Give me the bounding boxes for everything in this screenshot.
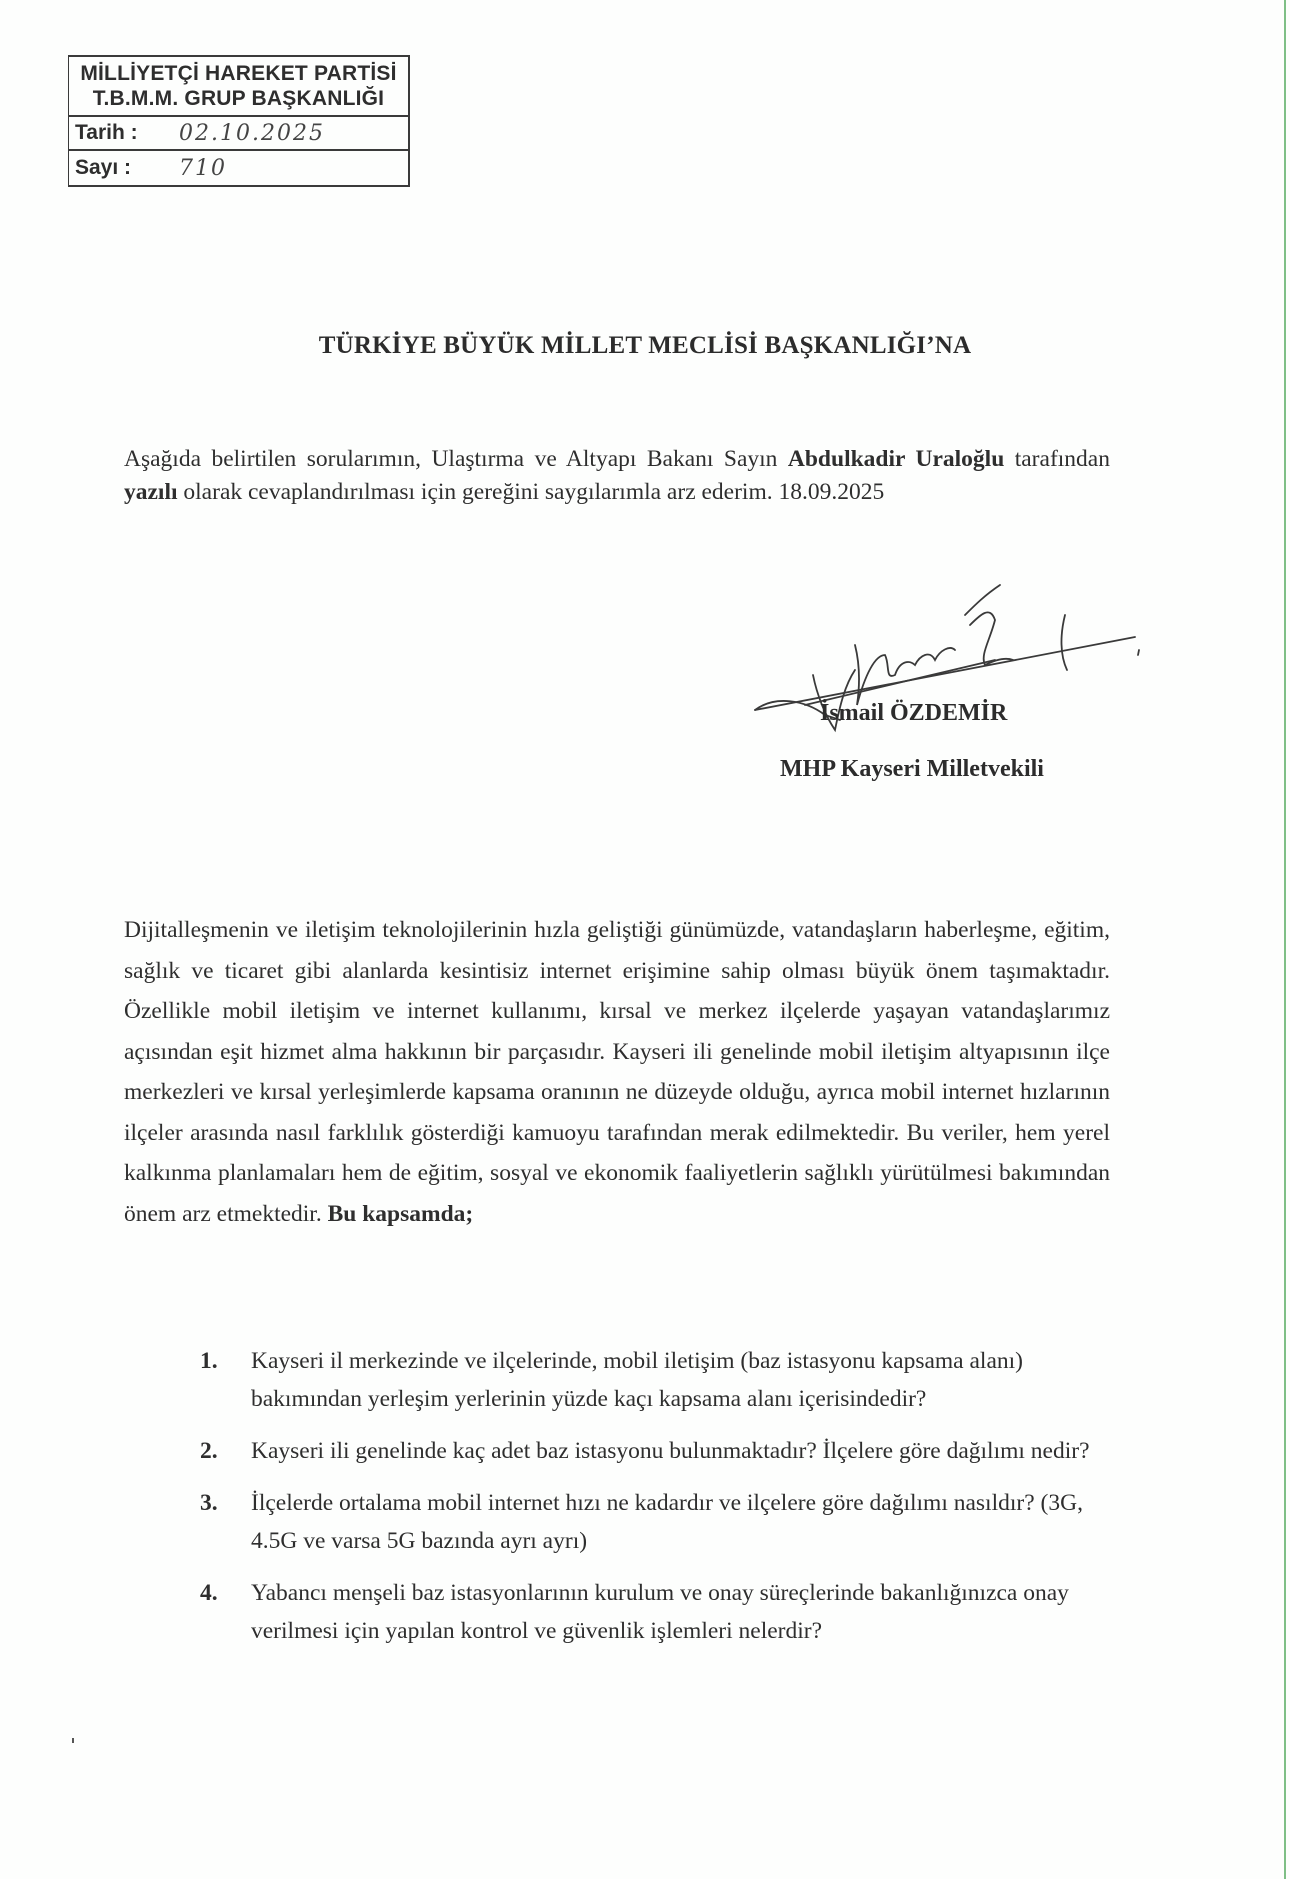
question-number: 3. (200, 1490, 218, 1516)
page-edge-line (1284, 0, 1286, 1879)
scan-speck (72, 1738, 74, 1743)
body-paragraph (124, 910, 1110, 1234)
question-item (200, 1574, 1130, 1650)
question-number: 4. (200, 1580, 218, 1606)
signer-name: İsmail ÖZDEMİR (820, 700, 1008, 726)
stamp-date-label: Tarih : (75, 121, 138, 144)
document-title: TÜRKİYE BÜYÜK MİLLET MECLİSİ BAŞKANLIĞI’NA (318, 332, 972, 359)
body-closing: Bu kapsamda; (327, 1200, 474, 1227)
intro-text-1: Aşağıda belirtilen sorularımın, Ulaştırma ve Altyapı Bakanı Sayın (124, 446, 788, 472)
stamp-date-row (69, 117, 408, 151)
stamp-date-value: 02.10.2025 (179, 120, 325, 146)
stamp-number-label: Sayı : (75, 156, 132, 179)
stamp-header (69, 57, 408, 117)
intro-text-2: tarafından (1004, 446, 1110, 472)
question-item (200, 1342, 1130, 1418)
stamp-party-name: MİLLİYETÇİ HAREKET PARTİSİ (80, 62, 397, 85)
question-text: Yabancı menşeli baz istasyonlarının kurulum ve onay süreçlerinde bakanlığınızca onay verilmesi için yapılan kontrol ve güvenlik işlemleri nelerdir? (251, 1580, 1069, 1644)
minister-name: Abdulkadir Uraloğlu (787, 446, 1005, 472)
intro-paragraph (124, 443, 1110, 509)
signer-title: MHP Kayseri Milletvekili (780, 756, 1044, 782)
question-text: Kayseri il merkezinde ve ilçelerinde, mobil iletişim (baz istasyonu kapsama alanı) bakımından yerleşim yerlerinin yüzde kaçı kapsama alanı içerisindedir? (251, 1348, 1023, 1412)
question-number: 2. (200, 1438, 218, 1464)
question-text: Kayseri ili genelinde kaç adet baz istasyonu bulunmaktadır? İlçelere göre dağılımı nedir? (251, 1438, 1090, 1464)
stamp-group-name: T.B.M.M. GRUP BAŞKANLIĞI (92, 87, 385, 110)
question-list (200, 1342, 1130, 1664)
question-item (200, 1432, 1130, 1470)
question-item (200, 1484, 1130, 1560)
question-text: İlçelerde ortalama mobil internet hızı ne kadardır ve ilçelere göre dağılımı nasıldır? (3G, 4.5G ve varsa 5G bazında ayrı ayrı) (251, 1490, 1083, 1554)
intro-text-3: olarak cevaplandırılması için gereğini saygılarımla arz ederim. 18.09.2025 (177, 479, 885, 505)
question-number: 1. (200, 1348, 218, 1374)
stamp-number-value: 710 (179, 155, 227, 181)
stamp-number-row (69, 151, 408, 185)
body-text: Dijitalleşmenin ve iletişim teknolojilerinin hızla geliştiği günümüzde, vatandaşların haberleşme, eğitim, sağlık ve ticaret gibi alanlarda kesintisiz internet erişimine sahip olması büyük önem taşımaktadır. Özellikle mobil iletişim ve internet kullanımı, kırsal ve merkez ilçelerde yaşayan vatandaşlarımız açısından eşit hizmet alma hakkının bir parçasıdır. Kayseri ili genelinde mobil iletişim altyapısının ilçe merkezleri ve kırsal yerleşimlerde kapsama oranının ne düzeyde olduğu, ayrıca mobil internet hızlarının ilçeler arasında nasıl farklılık gösterdiği kamuoyu tarafından merak edilmektedir. Bu veriler, hem yerel kalkınma planlamaları hem de eğitim, sosyal ve ekonomik faaliyetlerin sağlıklı yürütülmesi bakımından önem arz etmektedir. (124, 917, 1110, 1227)
written-emphasis: yazılı (124, 479, 178, 505)
party-stamp (68, 55, 410, 187)
